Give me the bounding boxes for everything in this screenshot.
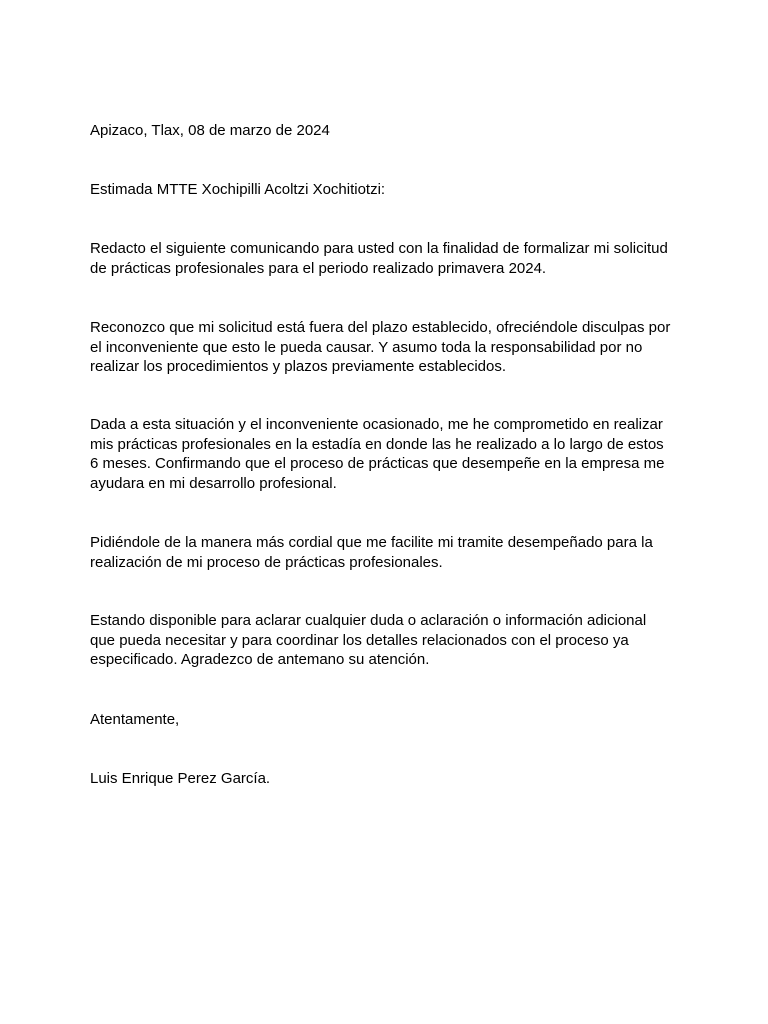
letter-greeting — [90, 180, 690, 200]
signature-line: Luis Enrique Perez García. — [90, 770, 271, 787]
paragraph-availability — [90, 611, 690, 670]
paragraph-request — [90, 239, 690, 278]
date-line: Apizaco, Tlax, 08 de marzo de 2024 — [90, 122, 330, 139]
paragraph-line: Redacto el siguiente comunicando para usted con la finalidad de formalizar mi solicitud — [90, 240, 668, 257]
paragraph-line: realización de mi proceso de prácticas profesionales. — [90, 553, 443, 571]
paragraph-line: mis prácticas profesionales en la estadía en donde las he realizado a lo largo de estos — [90, 435, 664, 453]
letter-date — [90, 121, 690, 141]
paragraph-petition — [90, 533, 690, 572]
paragraph-line: Estando disponible para aclarar cualquier duda o aclaración o información adicional — [90, 612, 647, 629]
paragraph-apology — [90, 318, 690, 377]
paragraph-line: especificado. Agradezco de antemano su atención. — [90, 651, 430, 669]
paragraph-line: ayudara en mi desarrollo profesional. — [90, 474, 337, 492]
letter-signature — [90, 769, 690, 789]
paragraph-line: Dada a esta situación y el inconveniente ocasionado, me he comprometido en realizar — [90, 416, 663, 433]
letter-closing — [90, 710, 690, 730]
paragraph-line: realizar los procedimientos y plazos previamente establecidos. — [90, 358, 507, 376]
paragraph-line: el inconveniente que esto le pueda causar. Y asumo toda la responsabilidad por no — [90, 338, 643, 356]
closing-line: Atentamente, — [90, 711, 180, 728]
greeting-line: Estimada MTTE Xochipilli Acoltzi Xochitiotzi: — [90, 181, 386, 198]
paragraph-line: de prácticas profesionales para el periodo realizado primavera 2024. — [90, 259, 547, 277]
paragraph-line: Reconozco que mi solicitud está fuera del plazo establecido, ofreciéndole disculpas por — [90, 319, 671, 336]
paragraph-line: 6 meses. Confirmando que el proceso de prácticas que desempeñe en la empresa me — [90, 455, 665, 473]
paragraph-commitment — [90, 415, 690, 493]
paragraph-line: que pueda necesitar y para coordinar los detalles relacionados con el proceso ya — [90, 631, 629, 649]
paragraph-line: Pidiéndole de la manera más cordial que me facilite mi tramite desempeñado para la — [90, 534, 653, 551]
